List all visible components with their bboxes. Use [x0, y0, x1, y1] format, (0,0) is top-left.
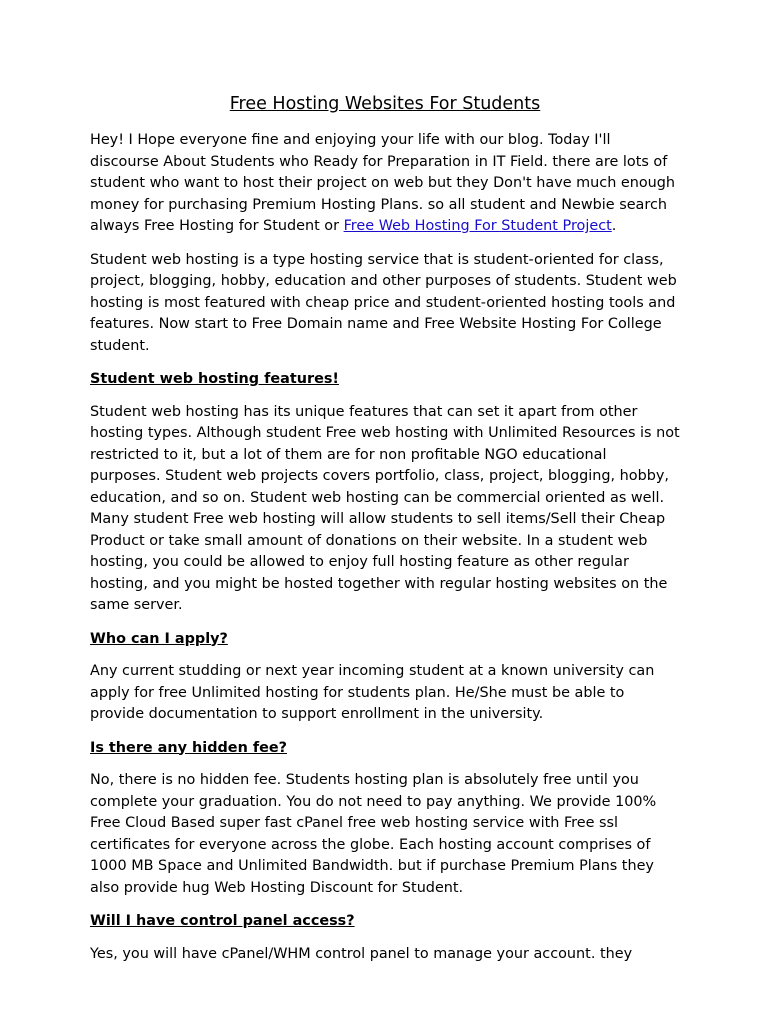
section-body-hidden-fee: No, there is no hidden fee. Students hosting plan is absolutely free until you complete your graduation. You do not need to pay anything. We provide 100% Free Cloud Based super fast cPanel free web hosting service with Free ssl certificates for everyone across the globe. Each hosting account comprises of 1000 MB Space and Unlimited Bandwidth. but if purchase Premium Plans they also provide hug Web Hosting Discount for Student.	[90, 772, 657, 896]
section-body-who-can-apply: Any current studding or next year incoming student at a known university can apply for free Unlimited hosting for students plan. He/She must be able to provide documentation to support enrollment in the university.	[90, 663, 655, 722]
section-heading-features: Student web hosting features!	[90, 371, 339, 387]
section-body-features: Student web hosting has its unique features that can set it apart from other hosting types. Although student Free web hosting with Unlimited Resources is not restricted to it, but a lot of them are for non profitable NGO educational purposes. Student web projects covers portfolio, class, project, blogging, hobby, education, and so on. Student web hosting can be commercial oriented as well. Many student Free web hosting will allow students to sell items/Sell their Cheap Product or take small amount of donations on their website. In a student web hosting, you could be allowed to enjoy full hosting feature as other regular hosting, and you might be hosted together with regular hosting websites on the same server.	[90, 403, 680, 613]
document-page	[90, 92, 680, 977]
section-heading-control-panel: Will I have control panel access?	[90, 913, 355, 929]
intro-text: Hey! I Hope everyone fine and enjoying your life with our blog. Today I'll discourse About Students who Ready for Preparation in IT Field. there are lots of student who want to host their project on web but they Don't have much enough money for purchasing Premium Hosting Plans. so all student and Newbie search always Free Hosting for Student or	[90, 132, 676, 234]
document-title: Free Hosting Websites For Students	[229, 94, 541, 114]
section-body-control-panel: Yes, you will have cPanel/WHM control panel to manage your account. they	[90, 945, 633, 962]
section-heading-who-can-apply: Who can I apply?	[90, 630, 228, 647]
section-heading-hidden-fee: Is there any hidden fee?	[90, 739, 287, 756]
intro-text-end: .	[611, 218, 617, 234]
student-hosting-link[interactable]: Free Web Hosting For Student Project	[343, 218, 612, 234]
intro-paragraph	[90, 130, 680, 238]
definition-paragraph: Student web hosting is a type hosting service that is student-oriented for class, project, blogging, hobby, education and other purposes of students. Student web hosting is most featured with cheap price and student-oriented hosting tools and features. Now start to Free Domain name and Free Website Hosting For College student.	[90, 251, 677, 354]
